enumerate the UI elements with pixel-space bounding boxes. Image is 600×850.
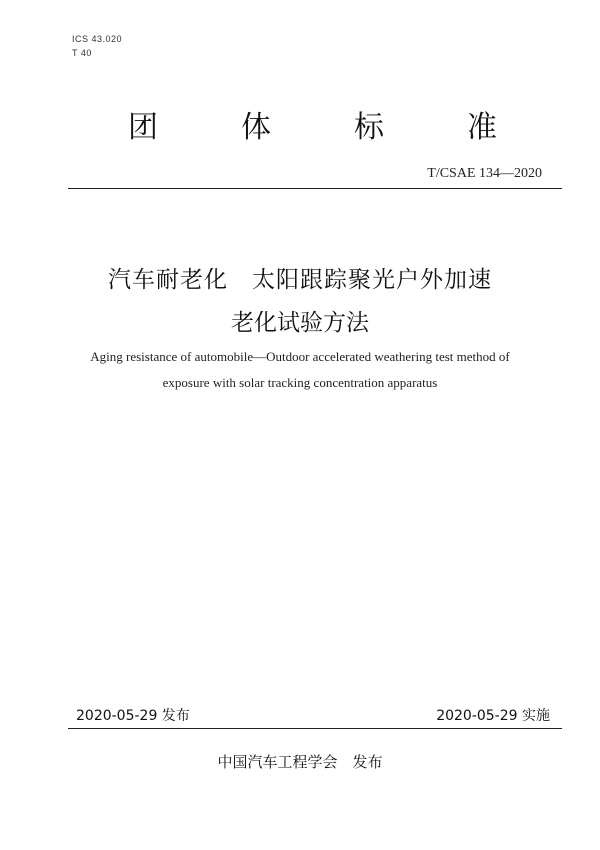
title-cn-line-1: 汽车耐老化 太阳跟踪聚光户外加速 — [108, 267, 492, 293]
doc-type-char-4: 准 — [467, 110, 497, 145]
ics-code: ICS 43.020 — [72, 34, 123, 44]
classification-codes — [72, 32, 122, 60]
publisher: 中国汽车工程学会 发布 — [217, 753, 383, 771]
title-en-line-2: exposure with solar tracking concentration apparatus — [162, 375, 438, 390]
doc-type-char-1: 团 — [128, 110, 158, 145]
standard-number: T/CSAE 134—2020 — [427, 166, 542, 181]
ccs-code: T 40 — [72, 48, 92, 58]
publish-date: 2020-05-29 发布 — [76, 708, 190, 724]
implement-date: 2020-05-29 实施 — [436, 708, 550, 724]
doc-type-char-2: 体 — [241, 110, 271, 145]
title-en-line-1: Aging resistance of automobile—Outdoor accelerated weathering test method of — [90, 349, 510, 364]
doc-type-char-3: 标 — [354, 110, 384, 145]
top-divider — [68, 188, 562, 189]
document-type-heading — [0, 108, 600, 148]
title-cn-line-2: 老化试验方法 — [231, 310, 369, 336]
bottom-divider — [68, 728, 562, 729]
